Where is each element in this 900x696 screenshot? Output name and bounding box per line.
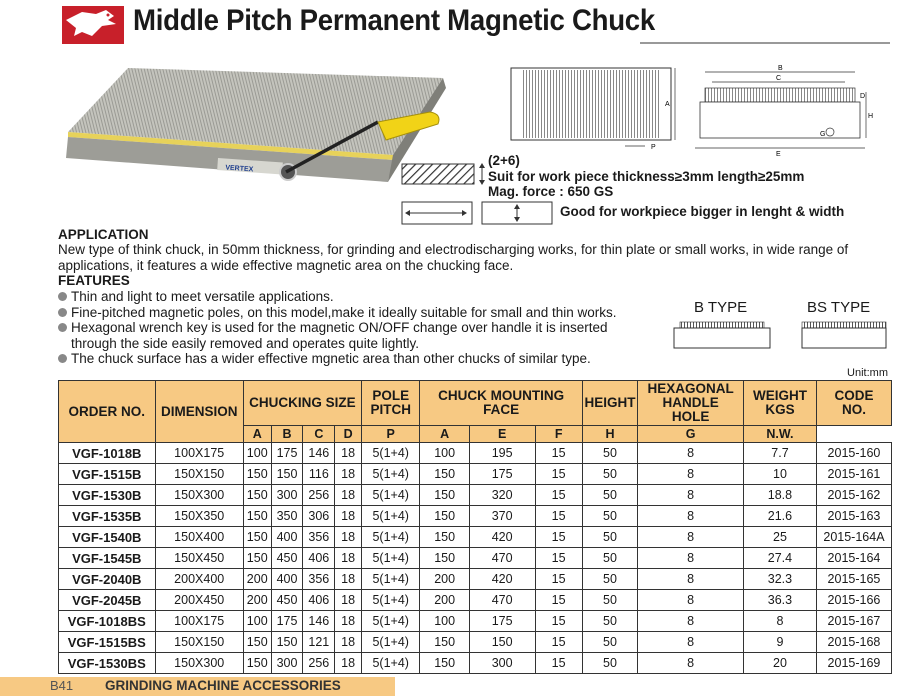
table-cell: 470 <box>469 590 535 611</box>
table-cell: 50 <box>582 464 637 485</box>
table-cell: 356 <box>303 527 335 548</box>
table-cell: 150 <box>420 485 469 506</box>
order-no-cell: VGF-1018B <box>59 443 156 464</box>
table-cell: 256 <box>303 485 335 506</box>
table-cell: 18.8 <box>744 485 817 506</box>
table-cell: 356 <box>303 569 335 590</box>
table-cell: 420 <box>469 527 535 548</box>
table-cell: 121 <box>303 632 335 653</box>
col-chucking-size: CHUCKING SIZE <box>243 381 361 426</box>
table-cell: 175 <box>271 611 303 632</box>
table-cell: 100 <box>243 443 271 464</box>
table-cell: 100 <box>420 611 469 632</box>
table-cell: 150X150 <box>155 464 243 485</box>
table-cell: 400 <box>271 527 303 548</box>
table-cell: 15 <box>535 548 582 569</box>
features-heading: FEATURES <box>58 273 130 288</box>
table-cell: 200X400 <box>155 569 243 590</box>
table-cell: 8 <box>638 443 744 464</box>
dim-label-h: H <box>868 113 874 120</box>
table-cell: 8 <box>638 464 744 485</box>
col-weight: WEIGHT KGS <box>744 381 817 426</box>
bullet-icon <box>58 354 67 363</box>
table-cell: 306 <box>303 506 335 527</box>
subheader-cell: G <box>638 426 744 443</box>
table-cell: 50 <box>582 506 637 527</box>
order-no-cell: VGF-1530BS <box>59 653 156 674</box>
order-no-cell: VGF-1530B <box>59 485 156 506</box>
table-cell: 150X300 <box>155 485 243 506</box>
subheader-cell: H <box>582 426 637 443</box>
subheader-cell: A <box>420 426 469 443</box>
table-cell: 200 <box>420 590 469 611</box>
table-cell: 116 <box>303 464 335 485</box>
table-cell: 150 <box>271 632 303 653</box>
col-hex-hole: HEXAGONAL HANDLE HOLE <box>638 381 744 426</box>
feature-item: Hexagonal wrench key is used for the magnetic ON/OFF change over handle it is inserted <box>58 320 608 336</box>
table-cell: 450 <box>271 590 303 611</box>
table-cell: 150 <box>469 632 535 653</box>
table-cell: 2015-162 <box>816 485 891 506</box>
dim-label-p: P <box>651 144 656 151</box>
table-cell: 256 <box>303 653 335 674</box>
table-cell: 8 <box>744 611 817 632</box>
table-cell: 7.7 <box>744 443 817 464</box>
subheader-cell: E <box>469 426 535 443</box>
table-cell: 50 <box>582 443 637 464</box>
table-cell: 150 <box>243 485 271 506</box>
table-cell: 27.4 <box>744 548 817 569</box>
table-cell: 150 <box>420 632 469 653</box>
table-cell: 50 <box>582 548 637 569</box>
table-cell: 50 <box>582 590 637 611</box>
dim-label-b: B <box>778 65 783 72</box>
application-text: New type of think chuck, in 50mm thickness, for grinding and electrodischarging works, for thin plate or small works, in wide range of applications, it features a wide effective magnetic area on the chucking face. <box>58 242 849 273</box>
table-cell: 15 <box>535 485 582 506</box>
table-cell: 2015-169 <box>816 653 891 674</box>
table-cell: 195 <box>469 443 535 464</box>
bullet-icon <box>58 292 67 301</box>
table-cell: 8 <box>638 569 744 590</box>
table-row <box>59 611 892 632</box>
table-cell: 15 <box>535 653 582 674</box>
col-code: CODE NO. <box>816 381 891 426</box>
table-cell: 5(1+4) <box>361 506 420 527</box>
table-cell: 5(1+4) <box>361 485 420 506</box>
brand-logo <box>62 6 124 44</box>
dim-label-g: G <box>820 131 826 138</box>
table-cell: 50 <box>582 653 637 674</box>
subheader-cell: P <box>361 426 420 443</box>
table-row <box>59 527 892 548</box>
page-title: Middle Pitch Permanent Magnetic Chuck <box>133 4 655 37</box>
table-cell: 200 <box>420 569 469 590</box>
table-cell: 36.3 <box>744 590 817 611</box>
subheader-cell: D <box>335 426 362 443</box>
order-no-cell: VGF-2040B <box>59 569 156 590</box>
footer-title: GRINDING MACHINE ACCESSORIES <box>105 678 341 693</box>
table-cell: 100X175 <box>155 611 243 632</box>
table-row <box>59 548 892 569</box>
table-cell: 5(1+4) <box>361 653 420 674</box>
table-cell: 8 <box>638 590 744 611</box>
table-cell: 150 <box>243 653 271 674</box>
table-cell: 2015-161 <box>816 464 891 485</box>
table-cell: 8 <box>638 527 744 548</box>
table-cell: 9 <box>744 632 817 653</box>
bullet-icon <box>58 323 67 332</box>
dim-label-c: C <box>776 75 782 82</box>
table-row <box>59 653 892 674</box>
table-cell: 2015-160 <box>816 443 891 464</box>
table-row <box>59 506 892 527</box>
table-cell: 2015-164 <box>816 548 891 569</box>
table-cell: 175 <box>469 464 535 485</box>
order-no-cell: VGF-1535B <box>59 506 156 527</box>
table-cell: 420 <box>469 569 535 590</box>
feature-item: The chuck surface has a wider effective mgnetic area than other chucks of similar type. <box>58 351 591 367</box>
table-cell: 15 <box>535 590 582 611</box>
bs-type-label: BS TYPE <box>807 299 871 316</box>
table-cell: 10 <box>744 464 817 485</box>
table-cell: 5(1+4) <box>361 548 420 569</box>
table-cell: 25 <box>744 527 817 548</box>
spec-line-3: Good for workpiece bigger in lenght & width <box>560 204 845 219</box>
table-cell: 146 <box>303 443 335 464</box>
table-cell: 8 <box>638 632 744 653</box>
table-cell: 200 <box>243 590 271 611</box>
table-row <box>59 443 892 464</box>
spec-table <box>58 380 892 674</box>
subheader-cell: A <box>243 426 271 443</box>
table-cell: 50 <box>582 632 637 653</box>
order-no-cell: VGF-1540B <box>59 527 156 548</box>
subheader-cell: B <box>271 426 303 443</box>
eagle-logo-icon <box>62 6 124 44</box>
subheader-cell: N.W. <box>744 426 817 443</box>
table-cell: 150X400 <box>155 527 243 548</box>
table-cell: 18 <box>335 611 362 632</box>
pitch-note: (2+6) <box>488 153 520 168</box>
table-cell: 300 <box>271 485 303 506</box>
table-row <box>59 569 892 590</box>
col-dimension: DIMENSION <box>155 381 243 443</box>
table-cell: 400 <box>271 569 303 590</box>
table-cell: 100 <box>420 443 469 464</box>
order-no-cell: VGF-1545B <box>59 548 156 569</box>
table-cell: 470 <box>469 548 535 569</box>
table-cell: 5(1+4) <box>361 590 420 611</box>
title-rule <box>640 42 890 44</box>
table-cell: 350 <box>271 506 303 527</box>
large-workpiece-icon <box>400 199 560 227</box>
feature-item: Fine-pitched magnetic poles, on this model,make it ideally suitable for small and thin works. <box>58 305 617 321</box>
table-cell: 150 <box>243 506 271 527</box>
thin-workpiece-icon <box>400 162 488 186</box>
table-cell: 300 <box>271 653 303 674</box>
order-no-cell: VGF-1018BS <box>59 611 156 632</box>
table-cell: 5(1+4) <box>361 464 420 485</box>
table-cell: 175 <box>271 443 303 464</box>
table-cell: 406 <box>303 548 335 569</box>
table-cell: 2015-163 <box>816 506 891 527</box>
table-cell: 8 <box>638 548 744 569</box>
table-row <box>59 590 892 611</box>
table-cell: 50 <box>582 485 637 506</box>
table-cell: 150 <box>420 506 469 527</box>
table-cell: 320 <box>469 485 535 506</box>
table-cell: 18 <box>335 506 362 527</box>
table-cell: 18 <box>335 548 362 569</box>
table-cell: 150 <box>271 464 303 485</box>
table-cell: 21.6 <box>744 506 817 527</box>
table-cell: 2015-167 <box>816 611 891 632</box>
b-type-label: B TYPE <box>694 299 748 316</box>
table-cell: 100X175 <box>155 443 243 464</box>
table-cell: 300 <box>469 653 535 674</box>
table-cell: 150 <box>243 548 271 569</box>
table-cell: 18 <box>335 464 362 485</box>
table-cell: 15 <box>535 464 582 485</box>
table-cell: 15 <box>535 443 582 464</box>
table-cell: 5(1+4) <box>361 527 420 548</box>
table-cell: 8 <box>638 611 744 632</box>
bullet-icon <box>58 308 67 317</box>
table-cell: 150 <box>420 548 469 569</box>
spec-line-1: Suit for work piece thickness≥3mm length≥25mm <box>488 169 805 184</box>
table-row <box>59 632 892 653</box>
table-cell: 150 <box>243 527 271 548</box>
side-view-drawing <box>690 62 875 157</box>
unit-label: Unit:mm <box>847 367 888 379</box>
spec-line-2: Mag. force : 650 GS <box>488 184 614 199</box>
application-heading: APPLICATION <box>58 227 149 242</box>
col-height: HEIGHT <box>582 381 637 426</box>
table-cell: 150 <box>243 464 271 485</box>
dim-label-d: D <box>860 93 866 100</box>
col-pole-pitch: POLE PITCH <box>361 381 420 426</box>
table-cell: 15 <box>535 632 582 653</box>
order-no-cell: VGF-1515BS <box>59 632 156 653</box>
table-cell: 146 <box>303 611 335 632</box>
brand-label: VERTEX <box>225 164 254 174</box>
table-cell: 32.3 <box>744 569 817 590</box>
order-no-cell: VGF-1515B <box>59 464 156 485</box>
table-cell: 15 <box>535 527 582 548</box>
table-cell: 8 <box>638 653 744 674</box>
table-cell: 50 <box>582 527 637 548</box>
page-number: B41 <box>50 678 74 693</box>
feature-item: Thin and light to meet versatile applications. <box>58 289 334 305</box>
table-cell: 18 <box>335 590 362 611</box>
table-cell: 150 <box>420 653 469 674</box>
table-cell: 5(1+4) <box>361 569 420 590</box>
table-cell: 150 <box>420 527 469 548</box>
table-cell: 50 <box>582 611 637 632</box>
table-cell: 5(1+4) <box>361 632 420 653</box>
table-cell: 150X150 <box>155 632 243 653</box>
product-image <box>58 60 448 190</box>
table-cell: 8 <box>638 485 744 506</box>
col-order-no: ORDER NO. <box>59 381 156 443</box>
table-cell: 18 <box>335 443 362 464</box>
table-cell: 150 <box>243 632 271 653</box>
dim-label-a: A <box>665 101 670 108</box>
order-no-cell: VGF-2045B <box>59 590 156 611</box>
table-row <box>59 485 892 506</box>
table-cell: 20 <box>744 653 817 674</box>
table-cell: 450 <box>271 548 303 569</box>
col-mounting-face: CHUCK MOUNTING FACE <box>420 381 582 426</box>
table-cell: 175 <box>469 611 535 632</box>
table-cell: 2015-168 <box>816 632 891 653</box>
dim-label-e: E <box>776 151 781 157</box>
table-cell: 2015-166 <box>816 590 891 611</box>
table-cell: 50 <box>582 569 637 590</box>
subheader-cell: C <box>303 426 335 443</box>
top-view-drawing <box>505 66 680 156</box>
table-cell: 18 <box>335 653 362 674</box>
table-cell: 8 <box>638 506 744 527</box>
table-cell: 2015-165 <box>816 569 891 590</box>
table-cell: 18 <box>335 527 362 548</box>
table-cell: 15 <box>535 569 582 590</box>
subheader-cell: F <box>535 426 582 443</box>
table-cell: 18 <box>335 632 362 653</box>
table-cell: 150 <box>420 464 469 485</box>
table-cell: 370 <box>469 506 535 527</box>
table-cell: 200 <box>243 569 271 590</box>
table-cell: 100 <box>243 611 271 632</box>
table-cell: 18 <box>335 569 362 590</box>
table-cell: 150X300 <box>155 653 243 674</box>
table-cell: 150X350 <box>155 506 243 527</box>
table-cell: 406 <box>303 590 335 611</box>
feature-item-continued: through the side easily removed and operates quite lightly. <box>71 336 419 351</box>
table-cell: 5(1+4) <box>361 611 420 632</box>
table-row <box>59 464 892 485</box>
table-cell: 200X450 <box>155 590 243 611</box>
table-cell: 15 <box>535 506 582 527</box>
table-cell: 2015-164A <box>816 527 891 548</box>
table-cell: 150X450 <box>155 548 243 569</box>
table-cell: 18 <box>335 485 362 506</box>
table-cell: 15 <box>535 611 582 632</box>
type-profiles-drawing <box>672 318 894 352</box>
table-cell: 5(1+4) <box>361 443 420 464</box>
